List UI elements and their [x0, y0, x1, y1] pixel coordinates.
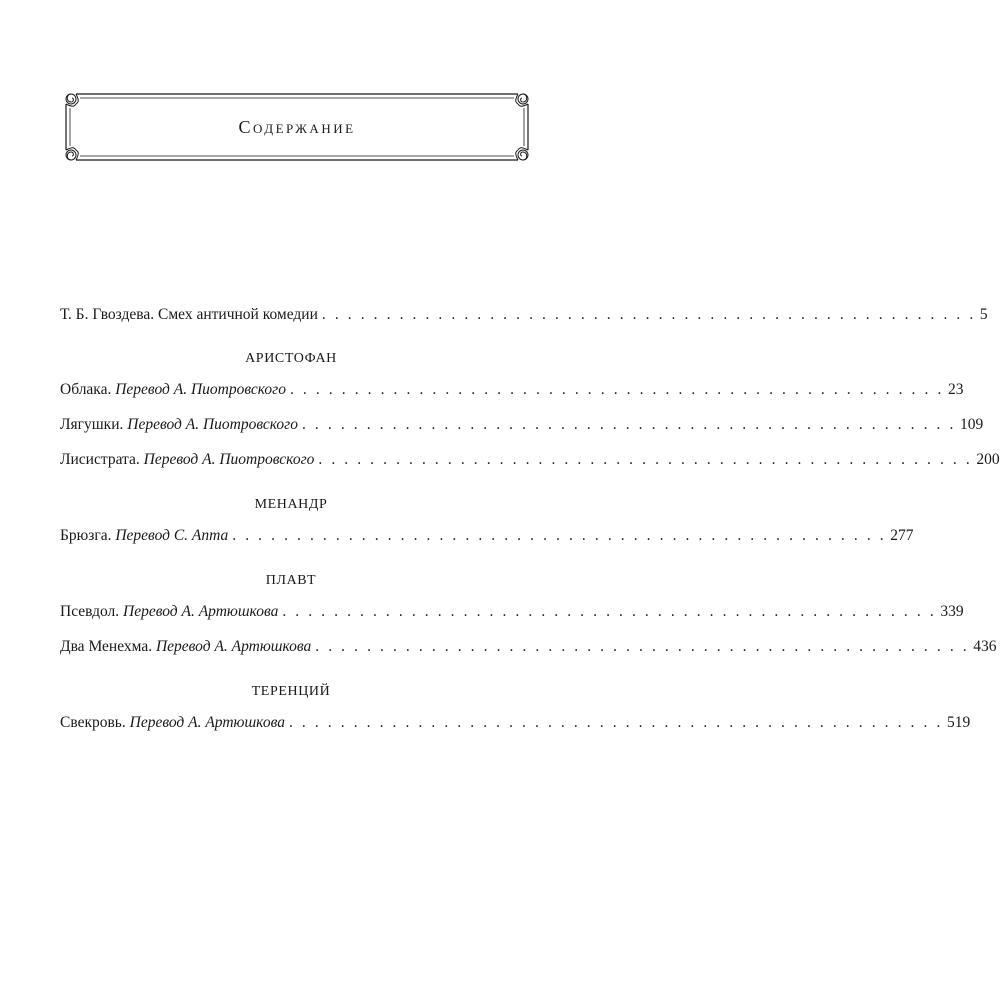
translator: Перевод А. Артюшкова	[129, 714, 285, 731]
page-number: 109	[959, 416, 984, 433]
entry-title	[60, 637, 311, 657]
entry-title	[60, 450, 314, 470]
translator: Перевод А. Пиотровского	[115, 381, 286, 398]
section-heading: ПЛАВТ	[265, 573, 317, 588]
toc-entry[interactable]	[60, 380, 964, 400]
entry-title	[60, 380, 286, 400]
play-title: Лягушки.	[60, 416, 124, 433]
entry-title	[60, 602, 278, 622]
page-number: 5	[979, 306, 988, 323]
page-number: 339	[940, 603, 964, 620]
play-title: Псевдол.	[60, 603, 120, 620]
play-title: Лисистрата.	[60, 451, 140, 468]
page-number: 436	[973, 638, 997, 655]
section-heading: АРИСТОФАН	[245, 351, 337, 366]
page-number: 519	[946, 714, 971, 731]
toc-entry[interactable]	[60, 415, 984, 435]
translator: Перевод А. Артюшкова	[155, 638, 312, 655]
toc-entry[interactable]	[60, 450, 1000, 470]
heading-frame	[62, 90, 532, 164]
dot-leader: . . . . . . . . . . . . . . . . . . . . . . . . . . . . . . . . . . . . . . . . . . . . . . . . . . .	[321, 306, 976, 323]
translator: Перевод С. Апта	[115, 527, 229, 544]
toc-entry[interactable]	[60, 637, 997, 657]
dot-leader: . . . . . . . . . . . . . . . . . . . . . . . . . . . . . . . . . . . . . . . . . . . . . . . . . . .	[315, 638, 970, 655]
play-title: Свекровь.	[60, 714, 126, 731]
page-number: 200	[976, 451, 1000, 468]
toc-entry[interactable]	[60, 713, 971, 733]
dot-leader: . . . . . . . . . . . . . . . . . . . . . . . . . . . . . . . . . . . . . . . . . . . . . . . . . . .	[289, 381, 944, 398]
translator: Перевод А. Артюшкова	[123, 603, 279, 620]
play-title: Брюзга.	[60, 527, 112, 544]
dot-leader: . . . . . . . . . . . . . . . . . . . . . . . . . . . . . . . . . . . . . . . . . . . . . . . . . . .	[288, 714, 943, 731]
page-title: Содержание	[238, 116, 356, 137]
dot-leader: . . . . . . . . . . . . . . . . . . . . . . . . . . . . . . . . . . . . . . . . . . . . . . . . . . .	[301, 416, 956, 433]
section-heading: МЕНАНДР	[254, 497, 328, 512]
entry-title	[60, 415, 298, 435]
entry-title: Т. Б. Гвоздева. Смех античной комедии	[60, 306, 318, 323]
dot-leader: . . . . . . . . . . . . . . . . . . . . . . . . . . . . . . . . . . . . . . . . . . . . . . . . . . .	[318, 451, 973, 468]
section-heading: ТЕРЕНЦИЙ	[251, 684, 331, 699]
translator: Перевод А. Пиотровского	[143, 451, 315, 468]
dot-leader: . . . . . . . . . . . . . . . . . . . . . . . . . . . . . . . . . . . . . . . . . . . . . . . . . . .	[282, 603, 937, 620]
table-of-contents	[60, 305, 1000, 733]
entry-title	[60, 526, 228, 546]
page-number: 277	[890, 527, 914, 544]
play-title: Облака.	[60, 381, 112, 398]
dot-leader: . . . . . . . . . . . . . . . . . . . . . . . . . . . . . . . . . . . . . . . . . . . . . . . . . . .	[232, 527, 887, 544]
play-title: Два Менехма.	[60, 638, 153, 655]
page-number: 23	[947, 381, 964, 398]
toc-entry[interactable]	[60, 526, 914, 546]
entry-title	[60, 713, 285, 733]
toc-entry-intro[interactable]	[60, 305, 988, 325]
toc-entry[interactable]	[60, 602, 964, 622]
translator: Перевод А. Пиотровского	[127, 416, 298, 433]
